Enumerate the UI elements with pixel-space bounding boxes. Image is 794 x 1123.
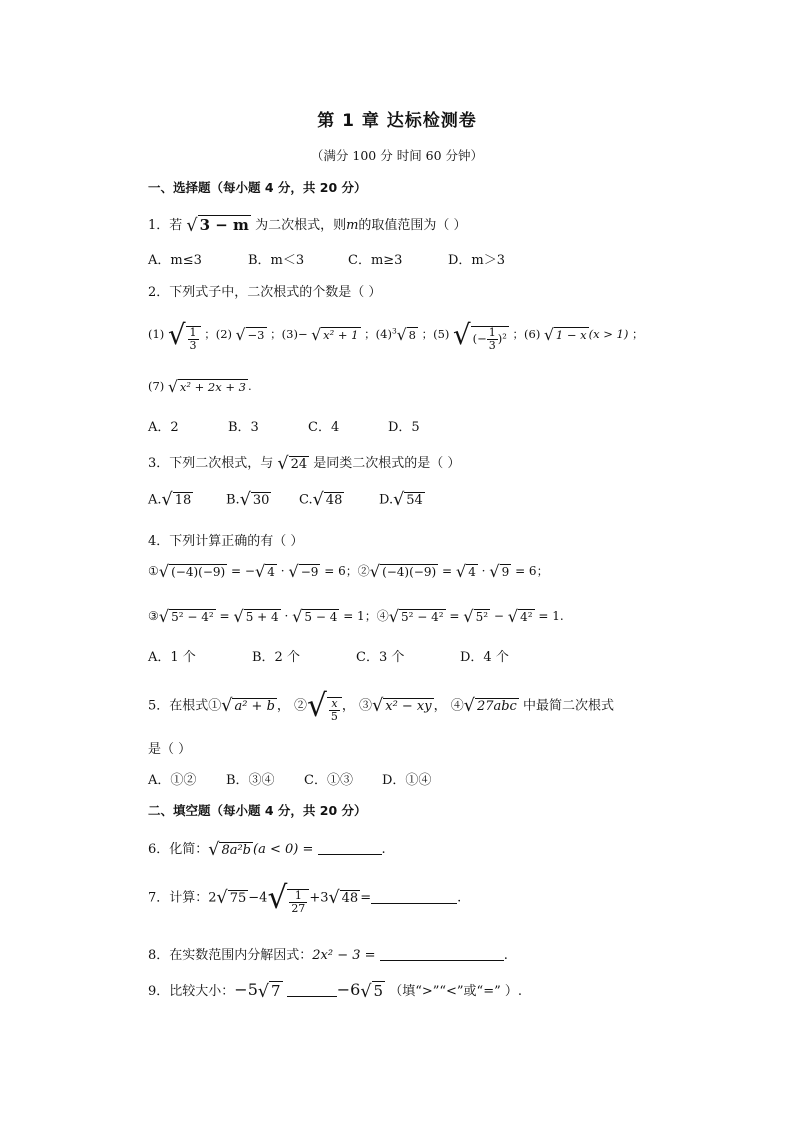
question-2-expression-7: (7) √ x² + 2x + 3 . (148, 378, 252, 396)
radical: √ 3 − m (186, 215, 249, 236)
question-6: 6．化简：√ 8a²b (a < 0) = . (148, 839, 386, 860)
question-3: 3．下列二次根式，与 √ 24 是同类二次根式的是（ ） (148, 453, 461, 474)
section-heading-choice: 一、选择题（每小题 4 分，共 20 分） (148, 180, 367, 195)
question-4: 4．下列计算正确的有（ ） (148, 534, 304, 549)
option-d: D.√ 54 (379, 490, 423, 510)
question-5-wrap: 是（ ） (148, 742, 192, 757)
radical: √ 1 − x (543, 326, 587, 345)
question-3-options (148, 490, 425, 510)
option-a: A．m≤3 (148, 253, 202, 268)
option-c: C．3 个 (356, 650, 405, 665)
question-2: 2．下列式子中，二次根式的个数是（ ） (148, 285, 382, 300)
cube-radical: √ 8 (396, 326, 416, 345)
question-4-options (148, 646, 509, 665)
radical: √ x² + 1 (311, 326, 359, 345)
question-7: 7．计算：2√ 75 −4√ $\frac{1}{27}$ +3√ 48 = . (148, 880, 462, 916)
option-d: D．4 个 (460, 650, 509, 665)
question-1: 1．若 √ 3 − m 为二次根式，则m的取值范围为（ ） (148, 215, 467, 236)
question-9: 9．比较大小：−5√ 7 −6√ 5 （填“>”“<”或“=” ）. (148, 980, 523, 1002)
radical: √ 24 (277, 453, 308, 474)
section-heading-fill: 二、填空题（每小题 4 分，共 20 分） (148, 803, 367, 818)
option-d: D．m＞3 (448, 253, 506, 268)
option-c: C．m≥3 (348, 253, 403, 268)
answer-blank[interactable] (318, 841, 382, 855)
question-8: 8．在实数范围内分解因式：2x² − 3 = . (148, 948, 508, 963)
option-a: A．①② (148, 773, 197, 788)
radical: √ (− $\frac{1}{3}$ )² (453, 318, 507, 353)
page-title: 第 1 章 达标检测卷 (317, 111, 477, 131)
radical: √ x² + 2x + 3 (167, 378, 246, 396)
radical: √ $\frac{1}{3}$ (168, 318, 201, 352)
radical: √ −3 (235, 326, 265, 345)
question-5-options (148, 769, 431, 788)
question-1-options (148, 249, 505, 268)
question-2-options (148, 416, 420, 435)
option-c: C．4 (308, 420, 340, 435)
answer-blank[interactable] (371, 890, 457, 904)
option-b: B．3 (228, 420, 259, 435)
option-b: B.√ 30 (226, 490, 270, 510)
question-4-line-2: ③√ 5² − 4² = √ 5 + 4 · √ 5 − 4 = 1；④√ 5² − 4² = √ 5² − √ 4² = 1. (148, 607, 564, 626)
question-5: 5．在根式①√ a² + b ， ②√ $\frac{x}{5}$ ， ③√ x² − xy ， ④√ 27abc 中最简二次根式 (148, 688, 614, 724)
option-b: B．2 个 (252, 650, 300, 665)
option-c: C.√ 48 (299, 490, 343, 510)
question-4-line-1: ①√ (−4)(−9) = −√ 4 · √ −9 = 6；②√ (−4)(−9) = √ 4 · √ 9 = 6； (148, 562, 549, 581)
option-b: B．③④ (226, 773, 275, 788)
option-c: C．①③ (304, 773, 353, 788)
option-d: D．5 (388, 420, 420, 435)
option-a: A.√ 18 (148, 490, 192, 510)
option-d: D．①④ (382, 773, 432, 788)
option-b: B．m＜3 (248, 253, 305, 268)
question-2-expressions: (1) √ $\frac{1}{3}$ ；(2) √ −3 ；(3)− √ x² + 1 ；$(4)^3√$ 8 ；(5) √ (− $\frac{1}{3}$ )² ；(6) √ 1 − x (x > 1) ； (148, 318, 644, 353)
answer-blank[interactable] (287, 983, 337, 997)
option-a: A．2 (148, 420, 179, 435)
option-a: A．1 个 (148, 650, 196, 665)
page-subtitle: （满分 100 分 时间 60 分钟） (310, 148, 484, 163)
answer-blank[interactable] (380, 947, 504, 961)
